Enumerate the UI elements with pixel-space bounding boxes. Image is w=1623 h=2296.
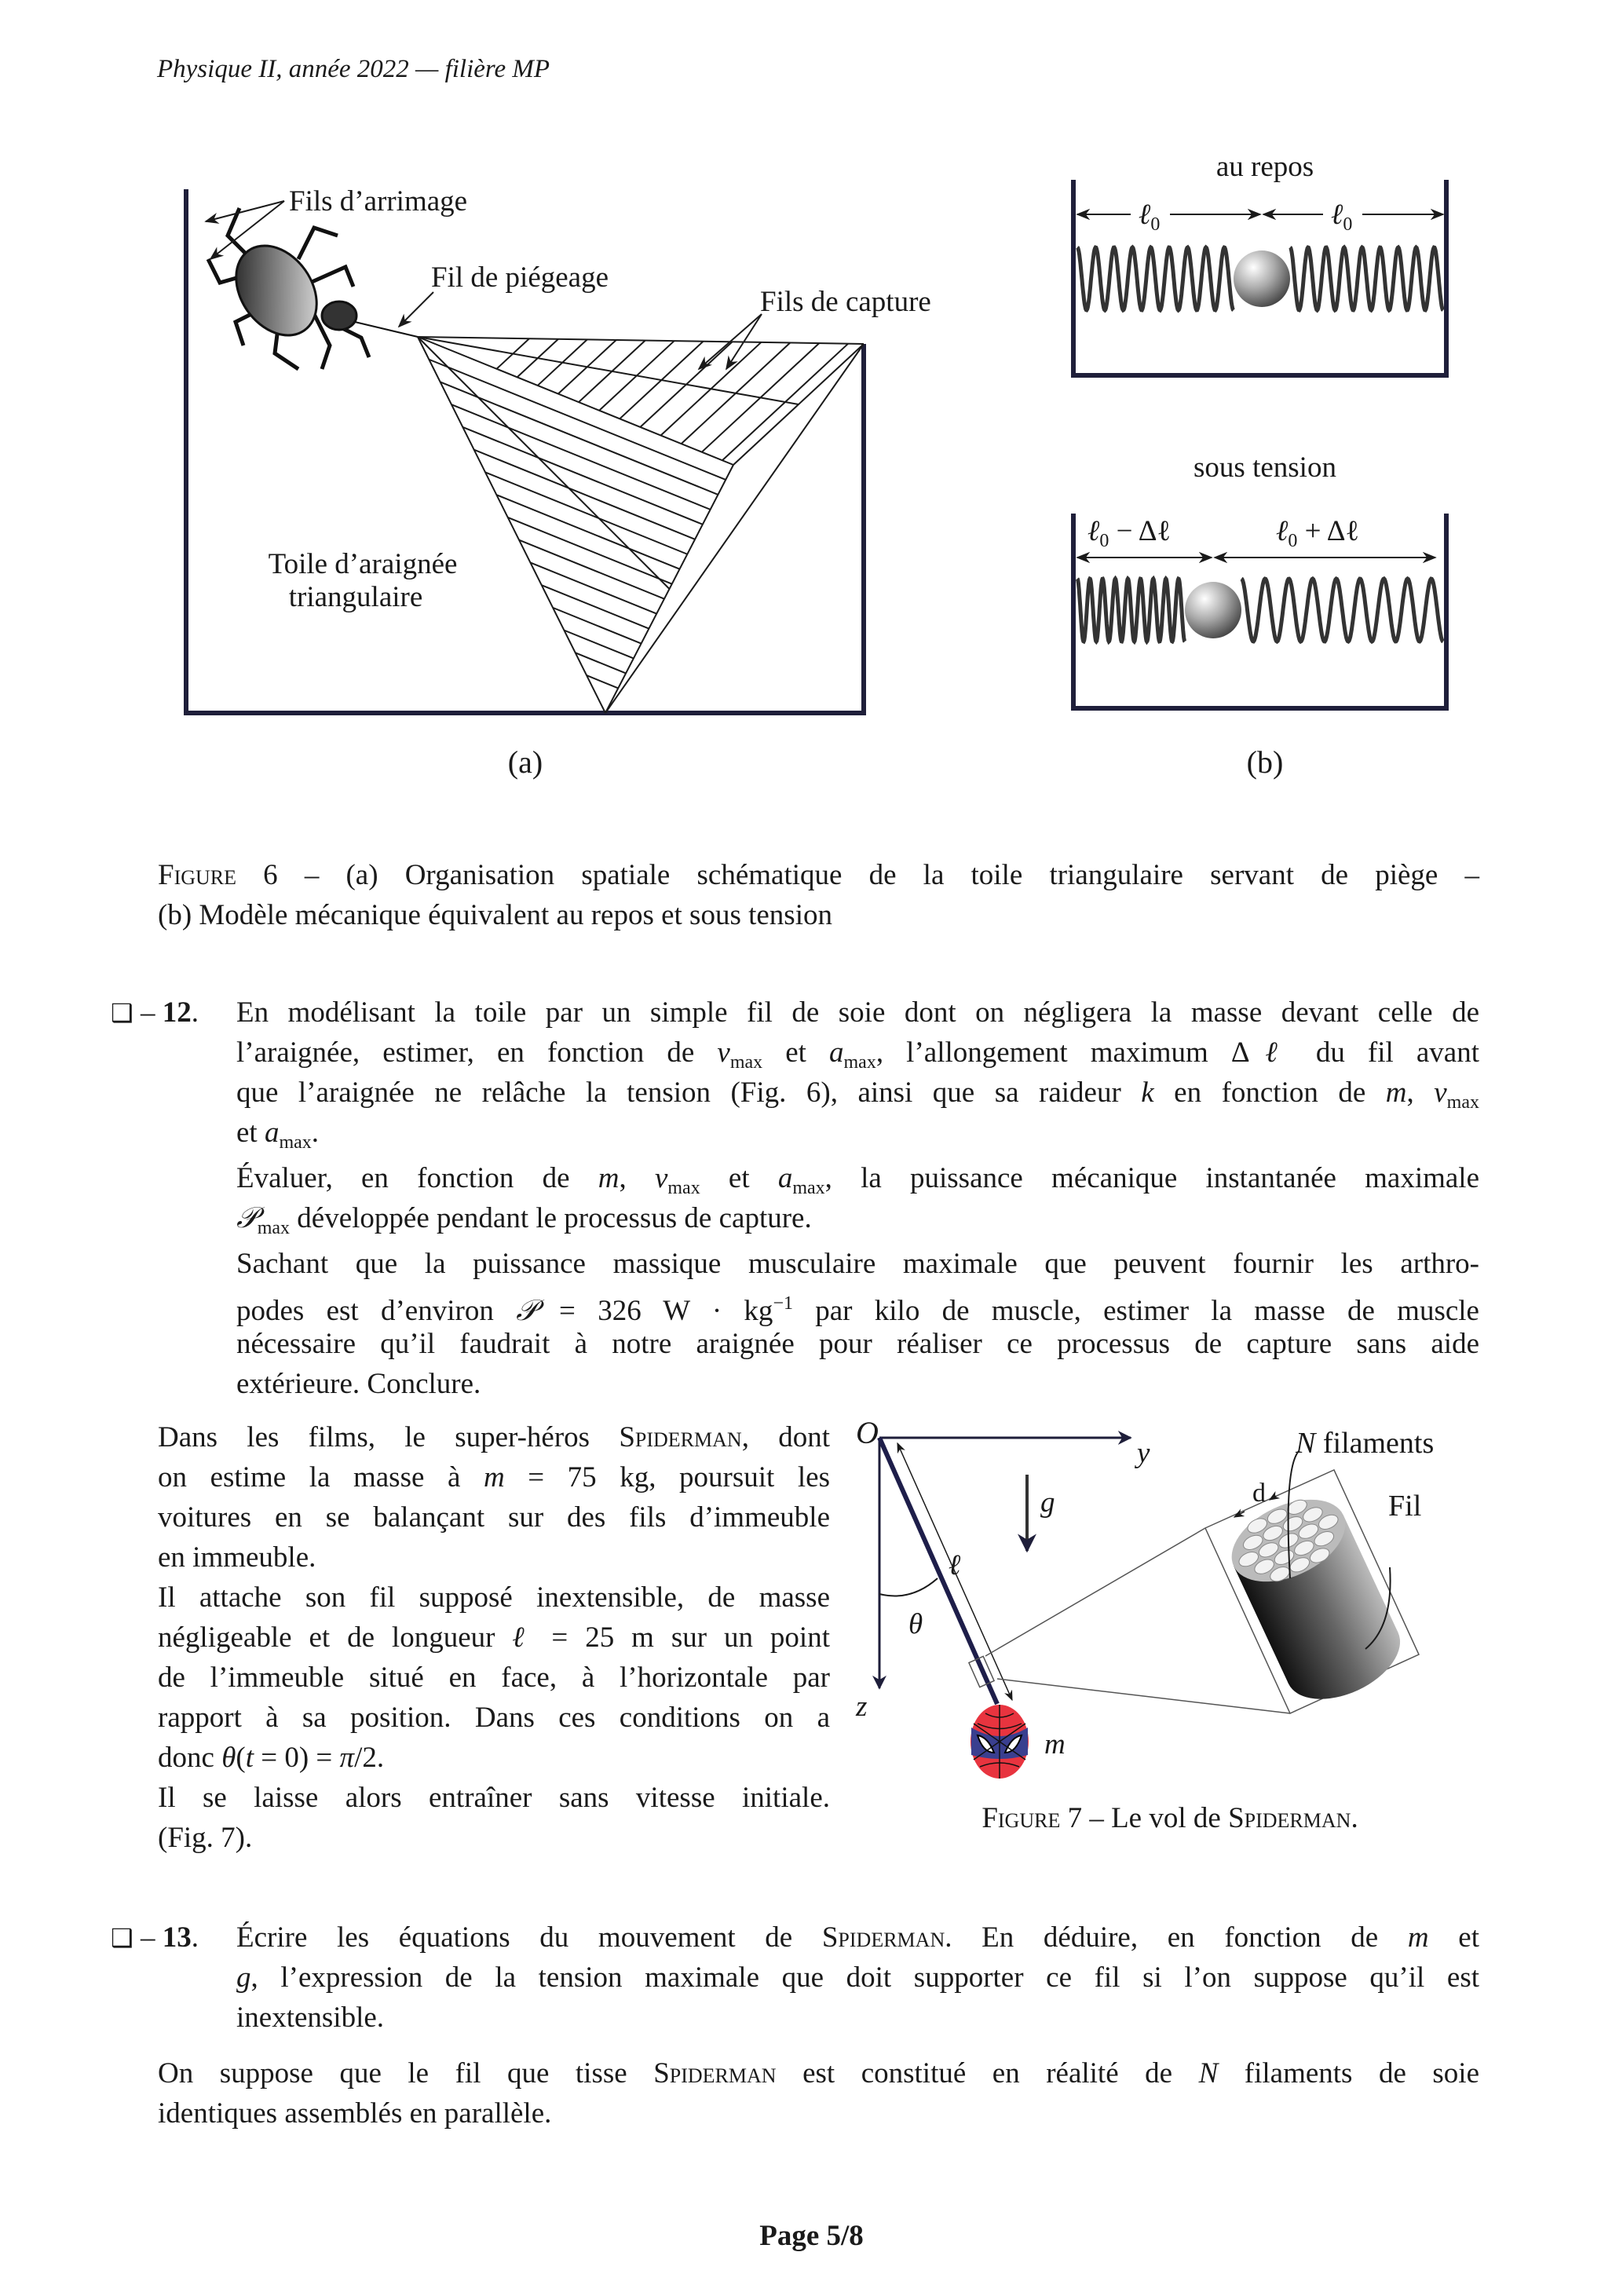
page-number: Page 5/8 bbox=[759, 2220, 864, 2252]
web-capture-thread bbox=[538, 339, 587, 386]
checkbox-icon[interactable]: ❑ bbox=[111, 1924, 133, 1952]
text-line bbox=[158, 895, 1479, 935]
text-line bbox=[236, 1284, 1479, 1327]
text-segment: développée pendant le processus de capture. bbox=[290, 1202, 812, 1234]
text-segment: et bbox=[762, 1036, 830, 1069]
label-plus-delta: + Δℓ bbox=[1297, 515, 1360, 547]
angle-arc bbox=[879, 1578, 938, 1596]
label-l0-sub: 0 bbox=[1099, 531, 1109, 551]
text-segment: max bbox=[667, 1178, 700, 1198]
filaments-label: filaments bbox=[1315, 1427, 1435, 1460]
paragraph bbox=[158, 2053, 1479, 2133]
web-capture-thread bbox=[553, 608, 642, 644]
text-line bbox=[236, 1073, 1479, 1113]
text-segment: On suppose que le fil que tisse bbox=[158, 2057, 654, 2089]
text-segment: et bbox=[236, 1117, 265, 1149]
text-segment: m bbox=[598, 1162, 620, 1194]
text-segment: . En déduire, en fonction de bbox=[945, 1921, 1408, 1954]
page-header: Physique II, année 2022 — filière MP bbox=[157, 55, 550, 83]
text-line bbox=[236, 1324, 1479, 1364]
figure-6-caption bbox=[158, 855, 1479, 935]
label-fils-arrimage: Fils d’arrimage bbox=[289, 185, 468, 218]
figure-7-caption bbox=[864, 1798, 1476, 1838]
checkbox-icon[interactable]: ❑ bbox=[111, 999, 133, 1027]
question-12-text bbox=[236, 993, 1479, 1404]
text-segment: nécessaire qu’il faudrait à notre araignée pour réaliser ce processus de capture sans aide bbox=[236, 1328, 1479, 1360]
text-segment: m bbox=[483, 1461, 505, 1493]
dash: – bbox=[133, 996, 163, 1029]
label-l0-sub: 0 bbox=[1343, 214, 1353, 235]
web-capture-thread bbox=[682, 343, 791, 444]
text-line bbox=[158, 1658, 830, 1698]
spring-right-rest bbox=[1290, 247, 1443, 310]
text-segment: , la puissance mécanique instantanée maximale bbox=[824, 1162, 1480, 1194]
text-segment: ℓ bbox=[1249, 1036, 1293, 1069]
text-line bbox=[236, 993, 1479, 1033]
text-segment: identiques assemblés en parallèle. bbox=[158, 2097, 552, 2130]
text-segment: m bbox=[1407, 1921, 1429, 1954]
paragraph bbox=[158, 1417, 830, 1578]
text-segment: (b) Modèle mécanique équivalent au repos et sous tension bbox=[158, 899, 832, 931]
text-segment: est constitué en réalité de bbox=[776, 2057, 1199, 2089]
text-line bbox=[236, 1998, 1479, 2038]
figure-7 bbox=[855, 1415, 1434, 1779]
text-segment: = 75 kg, poursuit les bbox=[504, 1461, 830, 1493]
closing-paragraph bbox=[158, 2053, 1479, 2133]
web-capture-thread bbox=[440, 382, 718, 494]
web-radial bbox=[418, 337, 733, 465]
text-segment: 6 – (a) Organisation spatiale schématique de la toile triangulaire servant de piège – bbox=[236, 859, 1479, 891]
text-segment: En modélisant la toile par un simple fil de soie dont on négligera la masse devant celle de bbox=[236, 996, 1479, 1029]
text-segment: (Fig. 7). bbox=[158, 1822, 253, 1854]
text-segment: podes est d’environ bbox=[236, 1295, 517, 1327]
text-segment: max bbox=[729, 1052, 763, 1073]
web-frame bbox=[418, 337, 864, 344]
svg-text:ℓ0 bbox=[1331, 199, 1352, 235]
web-capture-thread bbox=[485, 472, 687, 554]
origin-label: O bbox=[856, 1415, 879, 1450]
text-segment: , l’allongement maximum Δ bbox=[875, 1036, 1250, 1069]
text-segment: et bbox=[1428, 1921, 1480, 1954]
text-segment: rapport à sa position. Dans ces conditions on a bbox=[158, 1702, 830, 1734]
mass-ball bbox=[1185, 582, 1241, 638]
paragraph bbox=[236, 993, 1479, 1153]
z-axis-label: z bbox=[856, 1691, 868, 1723]
spring-right-tension bbox=[1241, 579, 1443, 642]
text-segment: par kilo de muscle, estimer la masse de muscle bbox=[792, 1295, 1479, 1327]
label-toile-1: Toile d’araignée bbox=[268, 548, 458, 580]
web-frame bbox=[605, 344, 864, 713]
text-segment: m bbox=[1385, 1077, 1407, 1109]
text-segment: inextensible. bbox=[236, 2002, 385, 2034]
fil-cylinder bbox=[1219, 1483, 1413, 1716]
text-segment: de l’immeuble situé en face, à l’horizontale par bbox=[158, 1662, 830, 1694]
paragraph bbox=[236, 1158, 1479, 1238]
web-capture-thread bbox=[542, 585, 649, 628]
text-segment: a bbox=[777, 1162, 793, 1194]
svg-text:N filaments bbox=[1295, 1427, 1434, 1460]
text-segment: Spiderman bbox=[619, 1421, 742, 1453]
text-segment: filaments de soie bbox=[1218, 2057, 1479, 2089]
text-segment: Sachant que la puissance massique musculaire maximale que peuvent fournir les arthro- bbox=[236, 1248, 1479, 1280]
spiderman-text bbox=[158, 1417, 830, 1858]
web-capture-thread bbox=[702, 343, 819, 452]
paragraph bbox=[236, 1918, 1479, 2038]
text-segment: donc bbox=[158, 1742, 222, 1774]
label-l0: ℓ bbox=[1139, 199, 1151, 231]
text-segment: , bbox=[1406, 1077, 1435, 1109]
spider-web bbox=[418, 337, 864, 713]
text-segment: négligeable et de longueur bbox=[158, 1621, 513, 1654]
question-number: 12 bbox=[162, 996, 192, 1029]
caption-name: Spiderman bbox=[1228, 1802, 1351, 1834]
text-segment: , dont bbox=[741, 1421, 830, 1453]
label-toile-2: triangulaire bbox=[288, 581, 423, 613]
text-line bbox=[158, 1618, 830, 1658]
text-line bbox=[158, 1457, 830, 1497]
text-line bbox=[158, 2093, 1479, 2133]
text-segment: N bbox=[1198, 2057, 1219, 2089]
text-line bbox=[158, 1537, 830, 1578]
text-segment: max bbox=[279, 1132, 312, 1153]
text-segment: du fil avant bbox=[1292, 1036, 1479, 1069]
text-line bbox=[236, 1113, 1479, 1153]
web-capture-thread bbox=[462, 427, 703, 525]
length-label: ℓ bbox=[949, 1549, 961, 1581]
gravity-label: g⃗ bbox=[1040, 1486, 1078, 1519]
n-label: N bbox=[1296, 1427, 1316, 1460]
text-segment: 𝒫 bbox=[516, 1295, 537, 1327]
text-segment: v bbox=[717, 1036, 730, 1069]
text-line bbox=[236, 1918, 1479, 1958]
label-minus-delta: − Δℓ bbox=[1109, 515, 1172, 547]
title-sous-tension: sous tension bbox=[1193, 452, 1336, 484]
text-line bbox=[236, 1033, 1479, 1073]
question-12-prefix bbox=[111, 993, 199, 1033]
question-13-prefix bbox=[111, 1918, 199, 1958]
text-segment: Il se laisse alors entraîner sans vitesse initiale. bbox=[158, 1782, 830, 1814]
text-segment: max bbox=[843, 1052, 876, 1073]
text-segment: max bbox=[1446, 1092, 1479, 1113]
dot: . bbox=[191, 1921, 199, 1954]
label-l0: ℓ bbox=[1087, 515, 1100, 547]
web-capture-thread bbox=[576, 653, 626, 673]
web-capture-thread bbox=[508, 517, 672, 584]
text-segment: extérieure. Conclure. bbox=[236, 1368, 481, 1400]
text-segment: Figure bbox=[158, 859, 237, 891]
sublabel-b: (b) bbox=[1246, 744, 1284, 780]
sublabel-a: (a) bbox=[507, 744, 543, 780]
web-capture-thread bbox=[661, 342, 762, 436]
text-segment: Dans les films, le super-héros bbox=[158, 1421, 620, 1453]
web-capture-thread bbox=[564, 631, 633, 659]
fil-label: Fil bbox=[1388, 1490, 1422, 1523]
label-fil-piegeage: Fil de piégeage bbox=[431, 261, 609, 294]
text-segment: = 0) = bbox=[253, 1742, 340, 1774]
text-line bbox=[158, 2053, 1479, 2093]
figure-6a bbox=[186, 185, 931, 780]
text-segment: Spiderman bbox=[821, 1921, 945, 1954]
web-capture-thread bbox=[599, 341, 674, 411]
text-line bbox=[158, 1818, 830, 1858]
spring-left-rest bbox=[1077, 247, 1234, 310]
text-segment: max bbox=[257, 1218, 291, 1238]
web-capture-thread bbox=[558, 340, 616, 394]
text-segment: , l’expression de la tension maximale que doit supporter ce fil si l’on suppose qu’il est bbox=[250, 1961, 1479, 1994]
text-segment: Il attache son fil supposé inextensible, de masse bbox=[158, 1581, 830, 1614]
spring-left-tension bbox=[1077, 579, 1185, 642]
paragraph bbox=[158, 1778, 830, 1858]
text-line bbox=[158, 1778, 830, 1818]
text-segment: . bbox=[311, 1117, 320, 1149]
text-segment: Écrire les équations du mouvement de bbox=[236, 1921, 822, 1954]
text-segment: 𝒫 bbox=[236, 1202, 258, 1234]
text-segment: l’araignée, estimer, en fonction de bbox=[236, 1036, 718, 1069]
text-segment: , bbox=[619, 1162, 655, 1194]
text-line bbox=[236, 1244, 1479, 1284]
text-segment: v bbox=[1434, 1077, 1447, 1109]
caption-figure: Figure bbox=[981, 1802, 1061, 1834]
spiderman-mask-icon bbox=[971, 1705, 1029, 1779]
text-segment: ℓ bbox=[512, 1621, 535, 1654]
web-capture-thread bbox=[579, 341, 645, 403]
question-number: 13 bbox=[162, 1921, 192, 1954]
text-segment: t bbox=[245, 1742, 254, 1774]
text-line bbox=[236, 1364, 1479, 1404]
title-au-repos: au repos bbox=[1215, 151, 1314, 183]
text-segment: a bbox=[264, 1117, 280, 1149]
web-capture-thread bbox=[429, 360, 726, 480]
label-l0: ℓ bbox=[1276, 515, 1289, 547]
svg-text:ℓ0 − Δℓ bbox=[1087, 515, 1171, 551]
text-line bbox=[158, 1417, 830, 1457]
text-line bbox=[158, 855, 1479, 895]
text-segment: en immeuble. bbox=[158, 1541, 316, 1574]
text-line bbox=[158, 1578, 830, 1618]
label-l0: ℓ bbox=[1331, 199, 1343, 231]
text-segment: = 25 m sur un point bbox=[534, 1621, 830, 1654]
mass-ball bbox=[1234, 250, 1290, 307]
text-segment: a bbox=[829, 1036, 844, 1069]
paragraph bbox=[236, 1244, 1479, 1404]
text-segment: θ bbox=[221, 1742, 236, 1774]
caption-end: . bbox=[1351, 1802, 1358, 1834]
text-line bbox=[236, 1958, 1479, 1998]
text-segment: k bbox=[1141, 1077, 1154, 1109]
question-13-text bbox=[236, 1918, 1479, 2038]
web-capture-thread bbox=[640, 342, 732, 427]
text-segment: /2. bbox=[354, 1742, 385, 1774]
web-capture-thread bbox=[497, 338, 530, 369]
spiderman-rope bbox=[879, 1438, 997, 1704]
text-segment: et bbox=[700, 1162, 778, 1194]
diameter-label: d bbox=[1252, 1479, 1266, 1508]
text-segment: Spiderman bbox=[653, 2057, 777, 2089]
paragraph bbox=[158, 855, 1479, 935]
angle-label: θ bbox=[908, 1608, 923, 1640]
text-segment: v bbox=[654, 1162, 668, 1194]
text-segment: −1 bbox=[773, 1293, 793, 1314]
web-capture-thread bbox=[496, 495, 679, 569]
dash: – bbox=[133, 1921, 163, 1954]
text-segment: max bbox=[792, 1178, 825, 1198]
y-axis-label: y bbox=[1137, 1437, 1150, 1469]
caption-text: 7 – Le vol de bbox=[1060, 1802, 1229, 1834]
paragraph bbox=[158, 1578, 830, 1778]
label-fils-capture: Fils de capture bbox=[760, 286, 931, 318]
web-capture-thread bbox=[519, 540, 664, 599]
text-line bbox=[158, 1497, 830, 1537]
text-segment: g bbox=[236, 1961, 251, 1994]
figure-6b bbox=[1073, 151, 1446, 780]
svg-text:ℓ0 + Δℓ bbox=[1276, 515, 1359, 551]
text-segment: voitures en se balançant sur des fils d’immeuble bbox=[158, 1501, 830, 1534]
web-capture-thread bbox=[474, 450, 695, 539]
text-segment: en fonction de bbox=[1153, 1077, 1386, 1109]
text-segment: que l’araignée ne relâche la tension (Fig. 6), ainsi que sa raideur bbox=[236, 1077, 1142, 1109]
text-line bbox=[158, 1738, 830, 1778]
mass-label: m bbox=[1044, 1728, 1066, 1760]
label-l0-sub: 0 bbox=[1150, 214, 1161, 235]
dot: . bbox=[191, 996, 199, 1029]
label-l0-sub: 0 bbox=[1288, 531, 1298, 551]
text-segment: = 326 W · kg bbox=[536, 1295, 773, 1327]
text-segment: π bbox=[339, 1742, 355, 1774]
spider-icon bbox=[208, 208, 418, 369]
text-line bbox=[236, 1158, 1479, 1198]
text-segment: on estime la masse à bbox=[158, 1461, 484, 1493]
text-line bbox=[236, 1198, 1479, 1238]
svg-text:ℓ0 bbox=[1139, 199, 1160, 235]
text-segment: ( bbox=[236, 1742, 246, 1774]
text-line bbox=[158, 1698, 830, 1738]
text-segment: Évaluer, en fonction de bbox=[236, 1162, 598, 1194]
